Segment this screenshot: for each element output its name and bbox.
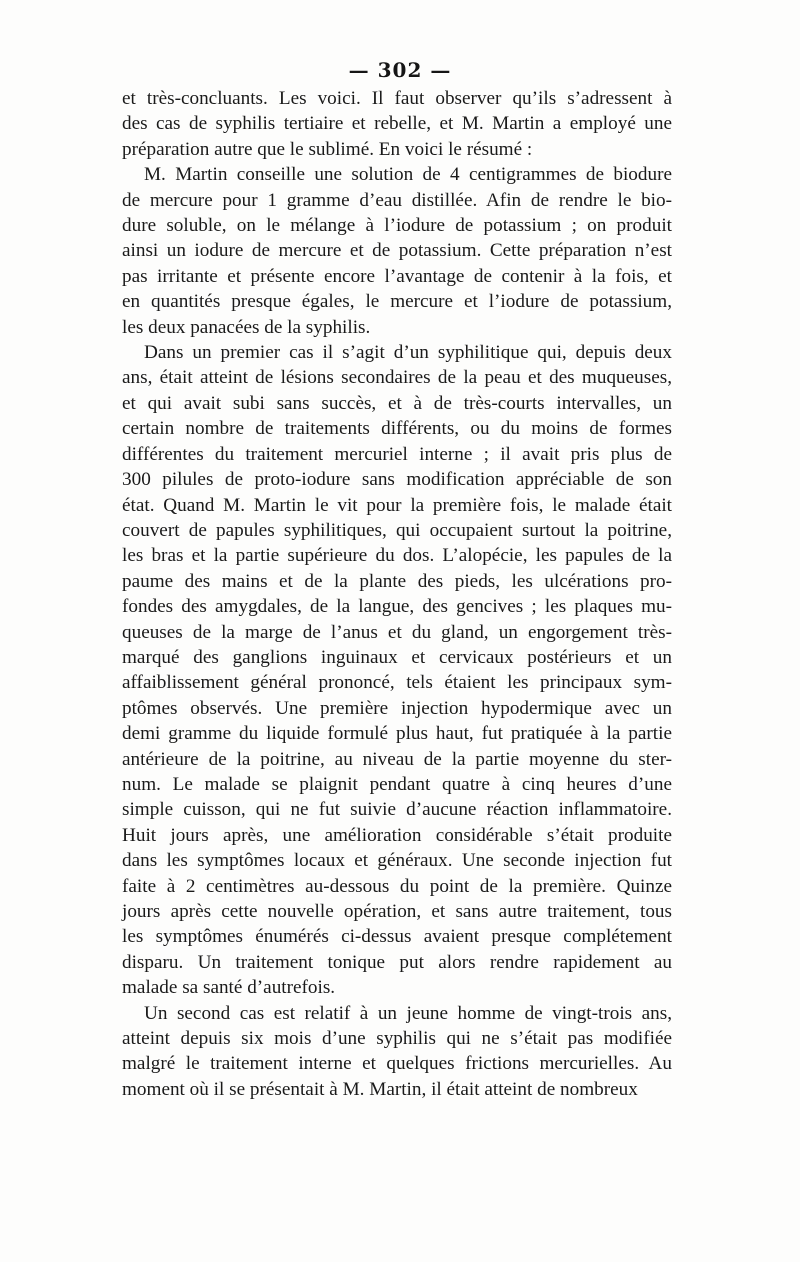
text-line: paume des mains et de la plante des pieds, les ulcérations pro- [122, 570, 672, 592]
text-line: pas irritante et présente encore l’avantage de contenir à la fois, et [122, 265, 672, 287]
text-line: différentes du traitement mercuriel interne ; il avait pris plus de [122, 443, 672, 465]
text-line: faite à 2 centimètres au-dessous du point de la première. Quinze [122, 875, 672, 897]
text-line: antérieure de la poitrine, au niveau de la partie moyenne du ster- [122, 748, 672, 770]
text-line: ainsi un iodure de mercure et de potassium. Cette préparation n’est [122, 240, 672, 262]
text-line: les bras et la partie supérieure du dos. L’alopécie, les papules de la [122, 545, 672, 567]
paragraph [122, 162, 672, 340]
text-line: et très-concluants. Les voici. Il faut observer qu’ils s’adressent à [122, 88, 672, 109]
text-line: état. Quand M. Martin le vit pour la première fois, le malade était [122, 494, 672, 516]
text-line: dure soluble, on le mélange à l’iodure de potassium ; on produit [122, 215, 672, 237]
text-line: 300 pilules de proto-iodure sans modification appréciable de son [122, 469, 672, 491]
text-line: simple cuisson, qui ne fut suivie d’aucune réaction inflammatoire. [122, 799, 672, 821]
text-line: ptômes observés. Une première injection hypodermique avec un [122, 697, 672, 719]
text-line: disparu. Un traitement tonique put alors rendre rapidement au [122, 951, 672, 973]
text-line: les symptômes énumérés ci-dessus avaient presque complétement [122, 926, 672, 948]
text-line: demi gramme du liquide formulé plus haut, fut pratiquée à la partie [122, 723, 672, 745]
text-line: atteint depuis six mois d’une syphilis qui ne s’était pas modifiée [122, 1028, 672, 1050]
paragraph [122, 1001, 672, 1103]
text-line: couvert de papules syphilitiques, qui occupaient surtout la poitrine, [122, 519, 672, 541]
text-line: ans, était atteint de lésions secondaires de la peau et des muqueuses, [122, 367, 672, 389]
text-line: Un second cas est relatif à un jeune homme de vingt-trois ans, [144, 1002, 672, 1024]
paragraph [122, 340, 672, 1001]
text-line: en quantités presque égales, le mercure et l’iodure de potassium, [122, 291, 672, 313]
paragraph [122, 86, 672, 162]
text-line: moment où il se présentait à M. Martin, il était atteint de nombreux [122, 1078, 638, 1100]
page-number-header: — 302 — [348, 58, 452, 82]
text-line: num. Le malade se plaignit pendant quatre à cinq heures d’une [122, 773, 672, 795]
text-line: jours après cette nouvelle opération, et sans autre traitement, tous [122, 901, 672, 922]
text-line: fondes des amygdales, de la langue, des gencives ; les plaques mu- [122, 596, 672, 618]
text-line: des cas de syphilis tertiaire et rebelle, et M. Martin a employé une [122, 113, 672, 135]
text-line: Dans un premier cas il s’agit d’un syphilitique qui, depuis deux [144, 342, 672, 364]
text-line: marqué des ganglions inguinaux et cervicaux postérieurs et un [122, 646, 672, 668]
body-text [122, 86, 672, 1102]
text-line: queuses de la marge de l’anus et du gland, un engorgement très- [122, 621, 672, 643]
text-line: malgré le traitement interne et quelques frictions mercurielles. Au [122, 1053, 672, 1075]
text-line: et qui avait subi sans succès, et à de très-courts intervalles, un [122, 392, 672, 414]
text-line: affaiblissement général prononcé, tels étaient les principaux sym- [122, 672, 672, 694]
text-line: les deux panacées de la syphilis. [122, 316, 371, 338]
text-line: préparation autre que le sublimé. En voici le résumé : [122, 138, 533, 160]
text-line: Huit jours après, une amélioration considérable s’était produite [122, 824, 672, 846]
text-line: de mercure pour 1 gramme d’eau distillée. Afin de rendre le bio- [122, 189, 672, 211]
text-line: dans les symptômes locaux et généraux. Une seconde injection fut [122, 850, 672, 872]
text-line: certain nombre de traitements différents, ou du moins de formes [122, 418, 672, 440]
text-line: malade sa santé d’autrefois. [122, 977, 336, 999]
text-line: M. Martin conseille une solution de 4 centigrammes de biodure [144, 164, 672, 186]
